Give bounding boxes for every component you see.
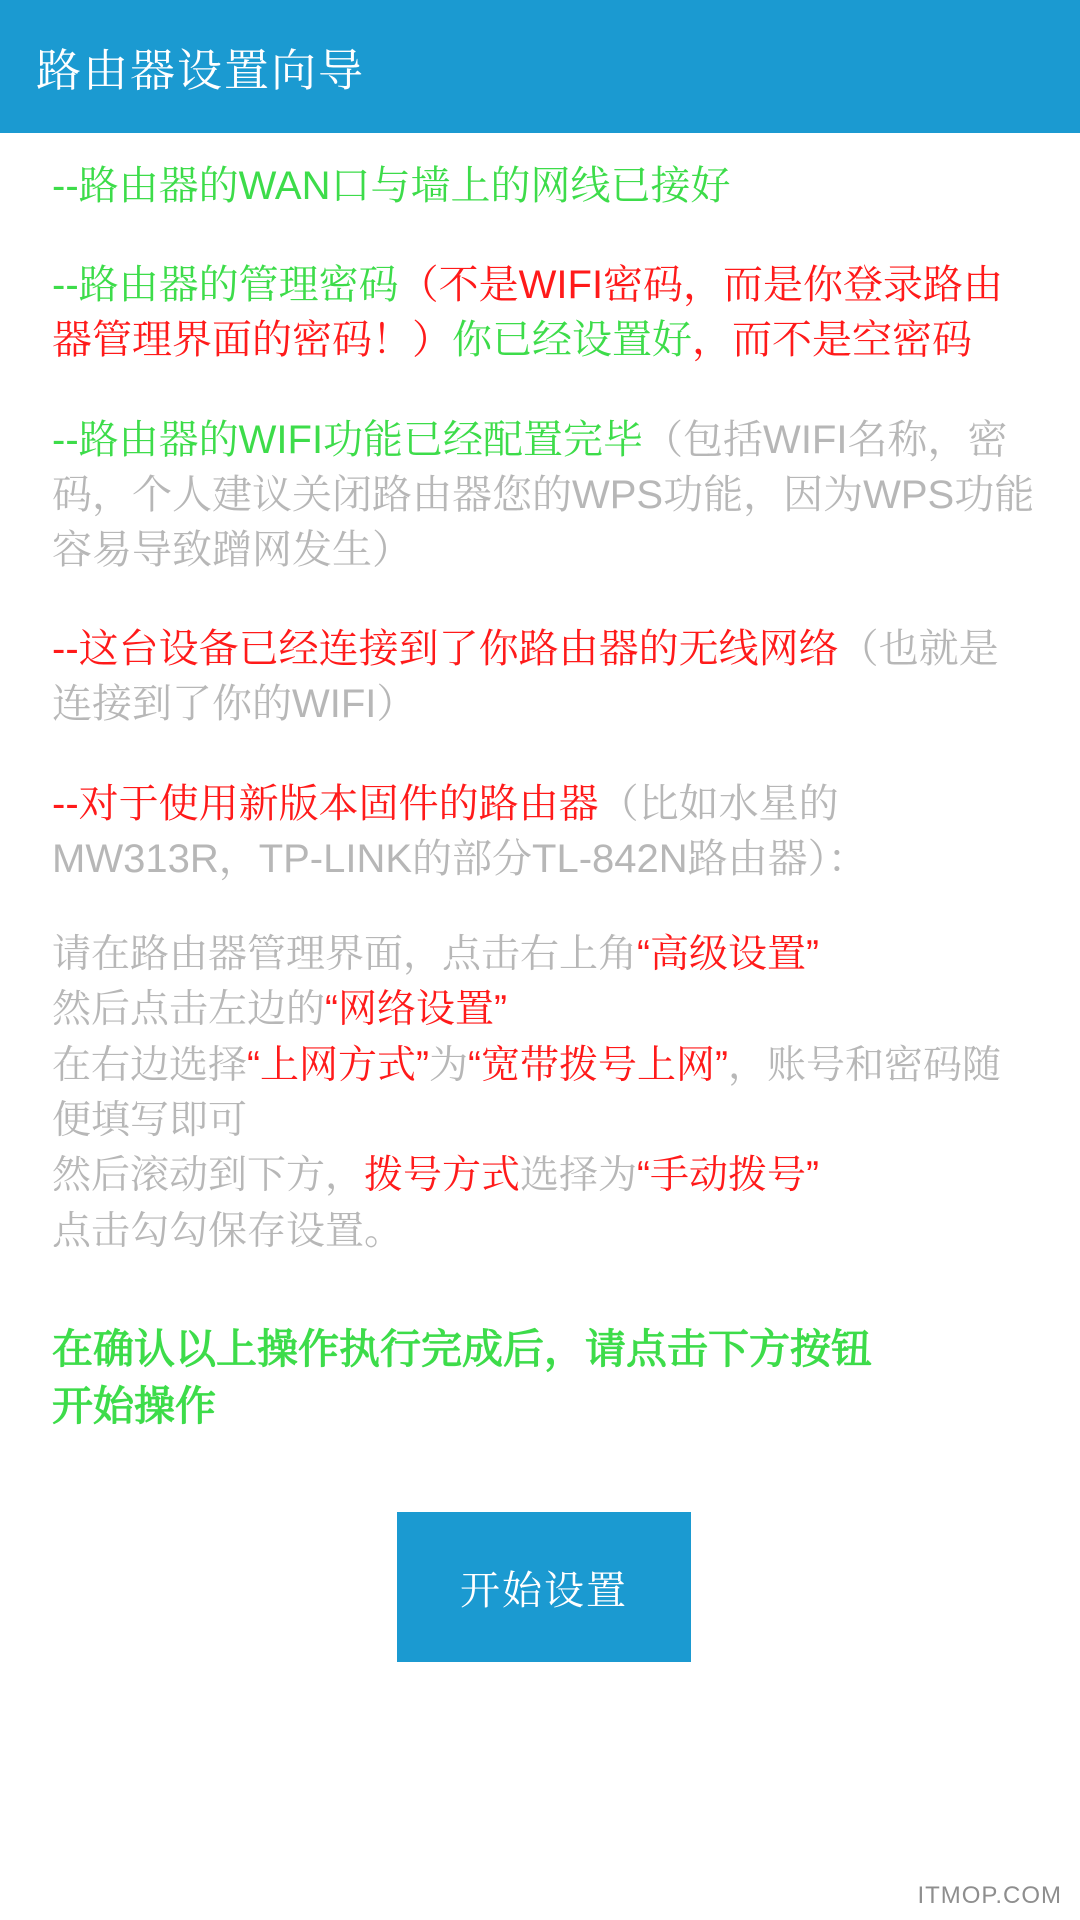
instruction-highlight: “高级设置” xyxy=(637,932,819,976)
checklist-text: 这台设备已经连接到了你路由器的无线网络 xyxy=(78,627,839,672)
instruction-text-2: 选择为 xyxy=(520,1154,638,1198)
checklist-text-2: 你已经设置好 xyxy=(452,318,692,363)
checklist-paren-close: ） xyxy=(412,318,452,363)
instruction-highlight: 拨号方式 xyxy=(364,1154,521,1198)
checklist-text: 路由器的WAN口与墙上的网线已接好 xyxy=(78,164,731,208)
checklist-note: （比如水星的MW313R，TP-LINK的部分TL-842N路由器）： xyxy=(52,781,868,881)
checklist-note: （包括WIFI名称，密码，个人建议关闭路由器您的WPS功能，因为WPS功能容易导致蹭网发生） xyxy=(52,417,1035,572)
instruction-text: 点击勾勾保存设置。 xyxy=(52,1209,404,1253)
checklist-paren-open: （ xyxy=(398,263,439,308)
instruction-highlight-2: “手动拨号” xyxy=(637,1154,820,1198)
checklist-text: 路由器的管理密码 xyxy=(78,263,399,308)
instruction-text: 然后滚动到下方， xyxy=(52,1154,365,1198)
checklist-dash: -- xyxy=(52,263,79,308)
checklist-emphasis: 不是WIFI密码，而是你登录路由器管理界面的密码！ xyxy=(52,263,1004,363)
instruction-line-3 xyxy=(52,1038,1036,1149)
checklist-dash: -- xyxy=(52,627,79,672)
instruction-highlight-2: “宽带拨号上网” xyxy=(468,1043,728,1087)
final-note xyxy=(52,1321,1036,1434)
final-note-line-1: 在确认以上操作执行完成后，请点击下方按钮 xyxy=(52,1326,872,1373)
checklist-item-3 xyxy=(52,413,1036,579)
checklist-dash: -- xyxy=(52,781,79,826)
instruction-line-4 xyxy=(52,1148,1036,1203)
checklist-dash: -- xyxy=(52,164,79,208)
instruction-line-1 xyxy=(52,927,1036,982)
instruction-text: 在右边选择 xyxy=(52,1043,248,1087)
button-row xyxy=(52,1512,1036,1662)
watermark: ITMOP.COM xyxy=(917,1882,1062,1909)
instruction-highlight: “网络设置” xyxy=(325,988,507,1032)
instruction-list xyxy=(52,927,1036,1259)
instruction-text-3: ，账号和密码随便填写即可 xyxy=(52,1043,1002,1142)
title-bar xyxy=(0,0,1080,133)
instruction-text-2: 为 xyxy=(429,1043,469,1087)
final-note-line-2: 开始操作 xyxy=(52,1382,216,1429)
content-area xyxy=(0,133,1080,1920)
checklist-text: 对于使用新版本固件的路由器 xyxy=(78,781,599,826)
page-title: 路由器设置向导 xyxy=(36,45,366,96)
checklist-note: （也就是连接到了你的WIFI） xyxy=(52,627,999,727)
checklist-item-2 xyxy=(52,258,1036,368)
instruction-line-5 xyxy=(52,1204,1036,1259)
start-setup-button[interactable]: 开始设置 xyxy=(397,1512,691,1662)
checklist-item-4 xyxy=(52,622,1036,732)
checklist-item-1 xyxy=(52,159,1036,214)
instruction-highlight: “上网方式” xyxy=(247,1043,429,1087)
checklist-emphasis-2: ，而不是空密码 xyxy=(692,318,972,363)
instruction-text: 请在路由器管理界面，点击右上角 xyxy=(52,932,638,976)
checklist-dash: -- xyxy=(52,417,79,462)
instruction-text: 然后点击左边的 xyxy=(52,988,326,1032)
checklist-text: 路由器的WIFI功能已经配置完毕 xyxy=(78,417,644,462)
instruction-line-2 xyxy=(52,982,1036,1037)
checklist-item-5 xyxy=(52,777,1036,887)
